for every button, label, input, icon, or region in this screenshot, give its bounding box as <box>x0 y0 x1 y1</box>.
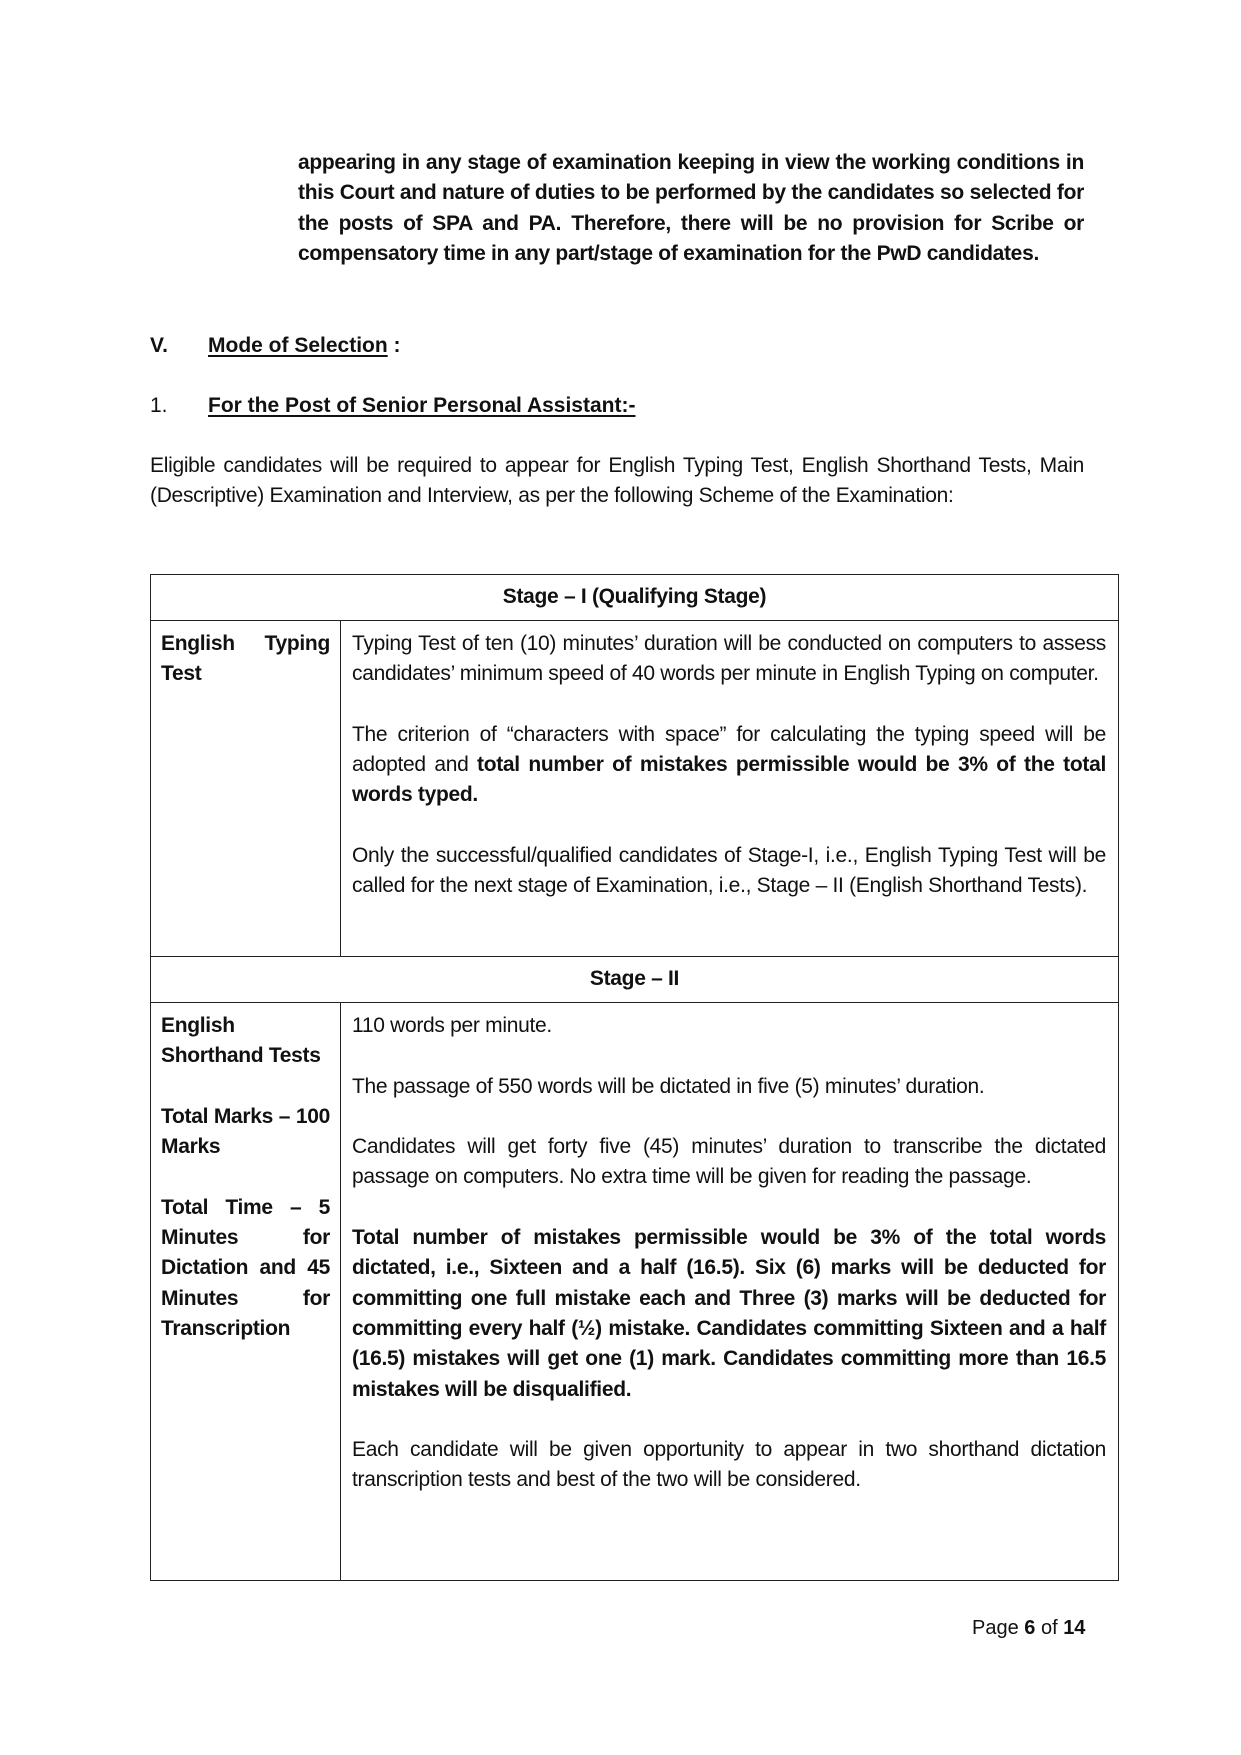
stage2-para-4: Total number of mistakes permissible would be 3% of the total words dictated, i.e., Sixteen and a half (16.5). Six (6) marks will be deducted for committing one full mistake each and Three (3) marks will be deducted for committing every half (½) mistake. Candidates committing Sixteen and a half (16.5) mistakes will get one (1) mark. Candidates committing more than 16.5 mistakes will be disqualified. <box>352 1226 1106 1401</box>
stage1-para-2 <box>352 720 1106 811</box>
stage2-label-marks: Total Marks – 100 Marks <box>161 1104 330 1159</box>
footer-total-pages: 14 <box>1063 1617 1086 1639</box>
exam-scheme-table <box>150 574 1119 1581</box>
section-suffix: : <box>387 334 401 357</box>
section-title: Mode of Selection <box>208 334 388 357</box>
footer-prefix: Page <box>972 1617 1025 1639</box>
intro-paragraph <box>150 451 1084 512</box>
stage2-para-1: 110 words per minute. <box>352 1014 552 1037</box>
page-number-footer <box>972 1614 1085 1642</box>
stage2-label-time: Total Time – 5 Minutes for Dictation and 45 Minutes for Transcription <box>161 1195 330 1340</box>
stage2-row <box>151 1003 1119 1581</box>
stage2-details <box>341 1003 1119 1581</box>
stage2-label-name: English Shorthand Tests <box>161 1014 321 1068</box>
section-number: V. <box>150 334 168 357</box>
pwd-continuation-paragraph <box>298 148 1084 269</box>
stage1-para-3: Only the successful/qualified candidates of Stage-I, i.e., English Typing Test will be called for the next stage of Examination, i.e., Stage – II (English Shorthand Tests). <box>352 844 1106 898</box>
section-heading <box>150 331 401 361</box>
stage2-heading: Stage – II <box>151 957 1119 1003</box>
stage2-label <box>151 1003 341 1581</box>
stage1-heading-row <box>151 575 1119 621</box>
continuation-text: appearing in any stage of examination keeping in view the working conditions in this Court and nature of duties to be performed by the candidates so selected for the posts of SPA and PA. Therefore, there will be no provision for Scribe or compensatory time in any part/stage of examination for the PwD candidates. <box>298 151 1084 265</box>
stage1-para-1: Typing Test of ten (10) minutes’ duration will be conducted on computers to assess candidates’ minimum speed of 40 words per minute in English Typing on computer. <box>352 632 1106 686</box>
stage2-heading-row <box>151 957 1119 1003</box>
intro-text: Eligible candidates will be required to appear for English Typing Test, English Shorthand Tests, Main (Descriptive) Examination and Interview, as per the following Scheme of the Examination: <box>150 454 1084 508</box>
stage1-heading: Stage – I (Qualifying Stage) <box>151 575 1119 621</box>
subsection-heading <box>150 391 635 421</box>
stage2-para-2: The passage of 550 words will be dictated in five (5) minutes’ duration. <box>352 1074 985 1098</box>
stage1-para-2-normal: The criterion of “characters with space” for calculating the typing speed will be adopted and <box>352 722 1106 777</box>
stage1-label-text: English Typing Test <box>161 632 330 686</box>
stage1-details <box>341 621 1119 957</box>
stage2-para-3: Candidates will get forty five (45) minutes’ duration to transcribe the dictated passage on computers. No extra time will be given for reading the passage. <box>352 1135 1106 1189</box>
subsection-number: 1. <box>150 394 168 417</box>
stage1-para-2-bold: total number of mistakes permissible would be 3% of the total words typed. <box>352 753 1106 807</box>
stage1-label <box>151 621 341 957</box>
stage2-para-5: Each candidate will be given opportunity to appear in two shorthand dictation transcription tests and best of the two will be considered. <box>352 1438 1106 1492</box>
footer-middle: of <box>1035 1617 1064 1639</box>
subsection-title: For the Post of Senior Personal Assistant:- <box>208 394 636 417</box>
stage1-row <box>151 621 1119 957</box>
footer-current-page: 6 <box>1024 1617 1036 1639</box>
